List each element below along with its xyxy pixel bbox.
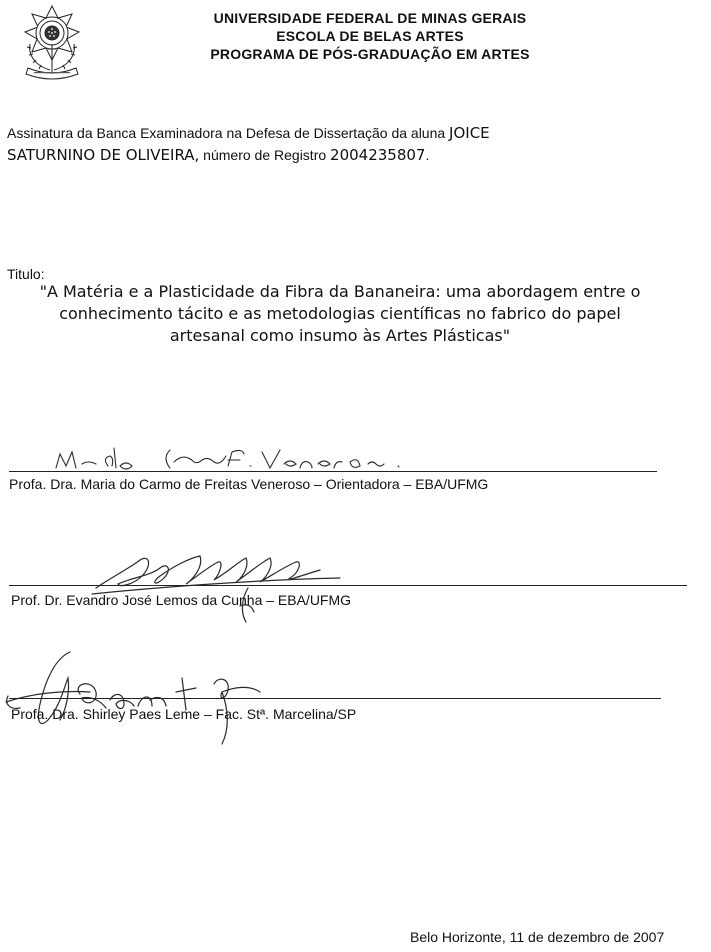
signature-1-handwriting xyxy=(50,440,430,480)
title-line-1: "A Matéria e a Plasticidade da Fibra da Bananeira: uma abordagem entre o xyxy=(39,282,641,301)
signature-line-3 xyxy=(9,698,661,699)
examiner-2-label: Prof. Dr. Evandro José Lemos da Cunha – EBA/UFMG xyxy=(11,592,352,608)
intro-line-2 xyxy=(7,146,429,164)
title-label: Titulo: xyxy=(7,266,45,282)
dissertation-title xyxy=(0,281,680,347)
intro-line-1 xyxy=(7,124,490,142)
registro-number: 2004235807 xyxy=(330,146,426,164)
republic-seal-icon xyxy=(22,4,82,82)
signature-line-1 xyxy=(9,471,657,472)
university-name: UNIVERSIDADE FEDERAL DE MINAS GERAIS xyxy=(213,10,527,26)
place-and-date: Belo Horizonte, 11 de dezembro de 2007 xyxy=(410,929,665,945)
student-first-name: JOICE xyxy=(449,124,490,142)
school-name: ESCOLA DE BELAS ARTES xyxy=(276,28,464,44)
signature-line-2 xyxy=(9,585,687,586)
registro-label: número de Registro xyxy=(199,147,331,163)
signature-2-handwriting xyxy=(90,548,350,628)
examiner-1-label: Profa. Dra. Maria do Carmo de Freitas Veneroso – Orientadora – EBA/UFMG xyxy=(9,476,489,492)
examiner-3-label: Profa. Dra. Shirley Paes Leme – Fac. Stª. Marcelina/SP xyxy=(11,706,357,722)
intro-prefix: Assinatura da Banca Examinadora na Defesa de Dissertação da aluna xyxy=(7,125,450,141)
program-name: PROGRAMA DE PÓS-GRADUAÇÃO EM ARTES xyxy=(210,46,530,62)
student-surname: SATURNINO DE OLIVEIRA, xyxy=(7,146,200,164)
title-line-3: artesanal como insumo às Artes Plásticas" xyxy=(169,326,511,345)
title-line-2: conhecimento tácito e as metodologias científicas no fabrico do papel xyxy=(59,304,621,323)
registro-end: . xyxy=(425,147,430,163)
